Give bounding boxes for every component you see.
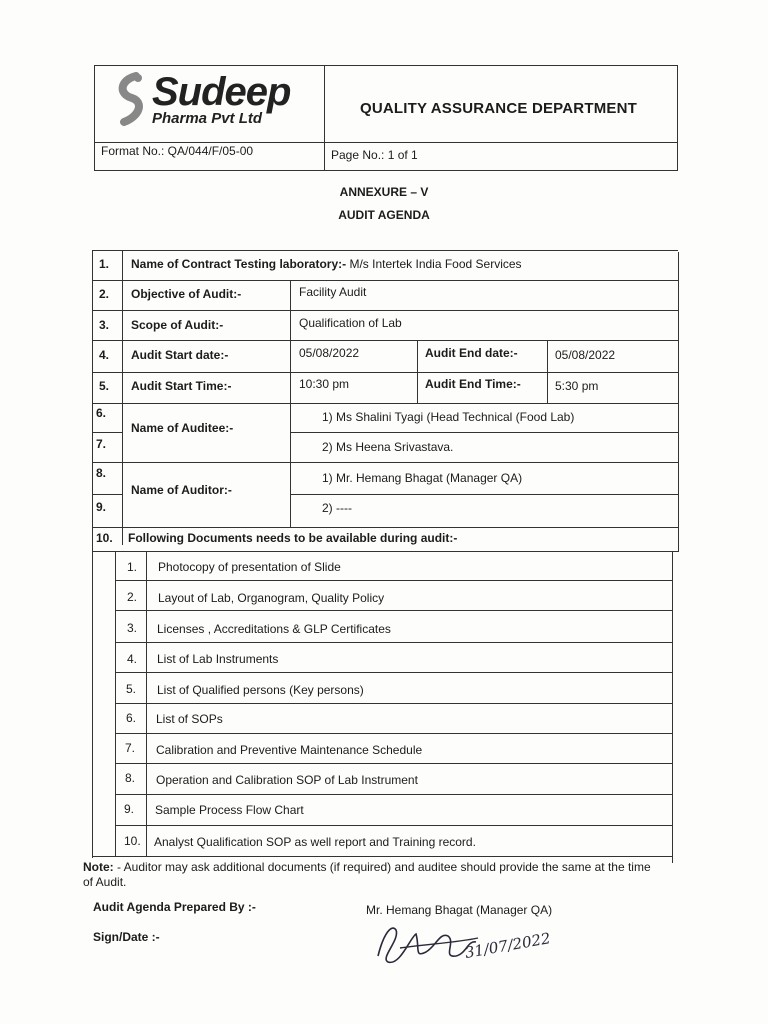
- auditee-label: Name of Auditee:-: [131, 421, 234, 435]
- row-1-label: Name of Contract Testing laboratory:-: [131, 257, 347, 271]
- row-line: [92, 403, 678, 404]
- header-divider-horizontal: [95, 142, 677, 143]
- auditor-label: Name of Auditor:-: [131, 483, 232, 497]
- row-3-label: Scope of Audit:-: [131, 318, 224, 332]
- department-title: QUALITY ASSURANCE DEPARTMENT: [360, 100, 637, 117]
- format-number: Format No.: QA/044/F/05-00: [101, 144, 254, 158]
- agenda-title: AUDIT AGENDA: [338, 208, 430, 222]
- sign-date: 31/07/2022: [463, 929, 552, 962]
- row-4-value-2: 05/08/2022: [555, 348, 616, 362]
- row-10-label: Following Documents needs to be available during audit:-: [128, 531, 458, 545]
- row-3-number: 3.: [99, 318, 110, 332]
- prepared-by-label: Audit Agenda Prepared By :-: [93, 900, 256, 914]
- row-1-value: M/s Intertek India Food Services: [346, 257, 522, 271]
- row-2-number: 2.: [99, 287, 110, 301]
- row-line: [92, 462, 678, 463]
- company-subtitle: Pharma Pvt Ltd: [152, 110, 263, 127]
- row-10-number: 10.: [96, 531, 113, 545]
- row-line: [290, 494, 678, 495]
- doc-text: Photocopy of presentation of Slide: [158, 560, 341, 574]
- doc-number: 3.: [127, 621, 138, 635]
- row-9-number: 9.: [96, 500, 107, 514]
- table-border-left: [92, 250, 93, 858]
- logo-mark-icon: [110, 72, 150, 132]
- row-5-label-2: Audit End Time:-: [425, 377, 521, 391]
- row-4-label: Audit Start date:-: [131, 348, 229, 362]
- doc-row-line: [115, 733, 672, 734]
- doc-row-line: [115, 610, 672, 611]
- doc-number: 5.: [126, 682, 137, 696]
- doc-table-bottom: [92, 856, 672, 857]
- doc-row-line: [115, 703, 672, 704]
- row-line: [92, 432, 122, 433]
- note-text: - Auditor may ask additional documents (if required) and auditee should provide the same at the time of Audit.: [83, 860, 651, 889]
- doc-row-line: [115, 580, 672, 581]
- doc-row-line: [115, 763, 672, 764]
- doc-text: List of Qualified persons (Key persons): [157, 683, 364, 697]
- auditee-1: 1) Ms Shalini Tyagi (Head Technical (Food Lab): [322, 410, 575, 424]
- doc-number: 8.: [125, 771, 136, 785]
- row-5-value-2: 5:30 pm: [555, 379, 599, 393]
- auditee-2: 2) Ms Heena Srivastava.: [322, 440, 454, 454]
- row-line: [92, 551, 678, 552]
- annexure-title: ANNEXURE – V: [339, 185, 429, 199]
- audit-note: [83, 860, 663, 890]
- row-6-number: 6.: [96, 406, 107, 420]
- doc-row-line: [115, 672, 672, 673]
- doc-number: 10.: [124, 834, 141, 848]
- doc-row-line: [115, 825, 672, 826]
- doc-text: List of SOPs: [156, 712, 223, 726]
- header-divider-vertical: [324, 66, 325, 170]
- row-8-number: 8.: [96, 466, 107, 480]
- doc-number: 2.: [127, 590, 138, 604]
- row-line: [92, 250, 678, 251]
- row-3-value: Qualification of Lab: [299, 316, 402, 330]
- doc-row-line: [115, 642, 672, 643]
- doc-number: 4.: [127, 652, 138, 666]
- row-5-value: 10:30 pm: [299, 377, 350, 391]
- row-line: [92, 527, 678, 528]
- row-2-value: Facility Audit: [299, 285, 367, 299]
- row-line: [290, 432, 678, 433]
- doc-text: Layout of Lab, Organogram, Quality Policy: [158, 591, 385, 605]
- doc-table-border-right: [672, 551, 673, 863]
- doc-row-line: [115, 794, 672, 795]
- row-5-label: Audit Start Time:-: [131, 379, 232, 393]
- doc-text: Calibration and Preventive Maintenance Schedule: [156, 743, 423, 757]
- doc-text: List of Lab Instruments: [157, 652, 279, 666]
- doc-number: 9.: [124, 802, 135, 816]
- row-1-content: [131, 257, 522, 271]
- doc-number: 6.: [126, 711, 137, 725]
- sign-date-label: Sign/Date :-: [93, 930, 160, 944]
- row-line: [92, 310, 678, 311]
- row-4-value: 05/08/2022: [299, 346, 360, 360]
- doc-text: Licenses , Accreditations & GLP Certificates: [157, 622, 391, 636]
- doc-number: 7.: [125, 741, 136, 755]
- row-4-number: 4.: [99, 348, 110, 362]
- doc-number: 1.: [127, 560, 138, 574]
- prepared-by-name: Mr. Hemang Bhagat (Manager QA): [366, 903, 553, 917]
- company-logo: [110, 70, 320, 132]
- table-border-right: [678, 252, 679, 552]
- label-column-divider: [290, 280, 291, 528]
- row-5-number: 5.: [99, 379, 110, 393]
- company-name: Sudeep: [152, 70, 291, 114]
- number-column-divider: [122, 250, 123, 545]
- row-1-number: 1.: [99, 257, 110, 271]
- row-7-number: 7.: [96, 437, 107, 451]
- row-line: [92, 372, 678, 373]
- auditor-2: 2) ----: [322, 501, 352, 515]
- row-line: [92, 280, 678, 281]
- handwritten-signature: [370, 918, 560, 973]
- row-line: [92, 340, 678, 341]
- row-line: [92, 494, 122, 495]
- row-2-label: Objective of Audit:-: [131, 287, 242, 301]
- page-number: Page No.: 1 of 1: [331, 148, 418, 162]
- doc-text: Sample Process Flow Chart: [155, 803, 304, 817]
- auditor-1: 1) Mr. Hemang Bhagat (Manager QA): [322, 471, 523, 485]
- doc-text: Analyst Qualification SOP as well report and Training record.: [154, 835, 476, 849]
- note-label: Note:: [83, 860, 114, 874]
- row-4-label-2: Audit End date:-: [425, 346, 518, 360]
- doc-text: Operation and Calibration SOP of Lab Instrument: [156, 773, 418, 787]
